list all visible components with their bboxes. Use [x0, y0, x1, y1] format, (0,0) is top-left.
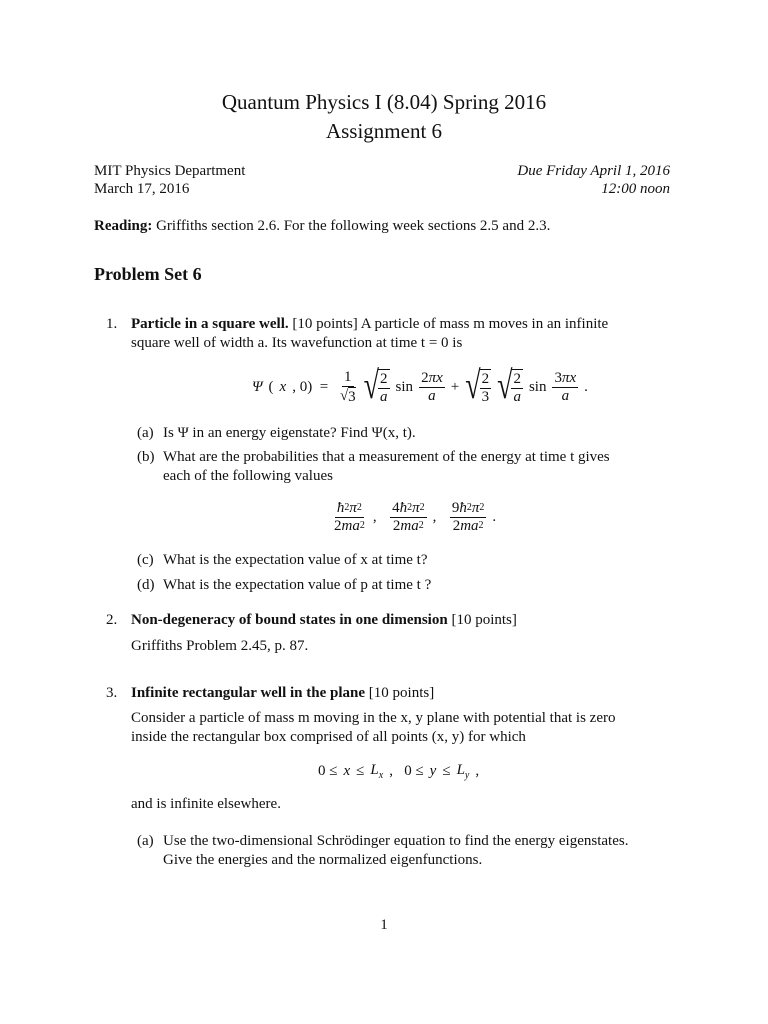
problem-1-header — [131, 315, 676, 334]
problem-1-title: Particle in a square well. — [131, 316, 289, 332]
problem-3-title: Infinite rectangular well in the plane — [131, 685, 366, 701]
part-3a-text2: Give the energies and the normalized eigenfunctions. — [163, 852, 483, 868]
wavefunction-equation: Ψ ( x , 0) = 1 √ 3 √ $\frac{2}{a}$ sin $\frac{2\pi x}{a}$ + √ $\frac{2}{3}$ √ $\frac{2}{a}$ sin $\frac{3\pi x}{a}$ . — [252, 364, 588, 408]
reading-text: Griffiths section 2.6. For the following week sections 2.5 and 2.3. — [156, 218, 551, 234]
box-inequality: 0 ≤ x ≤ $L_x$ , 0 ≤ y ≤ $L_y$ , — [318, 762, 480, 781]
part-1b-text: What are the probabilities that a measurement of the energy at time t gives — [163, 449, 610, 465]
part-1c-text: What is the expectation value of x at time t? — [163, 552, 428, 568]
problem-1-text2: square well of width a. Its wavefunction at time t = 0 is — [131, 335, 463, 351]
problem-2-points: [10 points] — [451, 612, 517, 628]
part-3a-text1: Use the two-dimensional Schrödinger equation to find the energy eigenstates. — [163, 833, 629, 849]
problem-1-text1: A particle of mass m moves in an infinite — [360, 316, 609, 332]
energy-values: $\frac{ħ^2\pi^2}{2ma^2}$ , $\frac{4ħ^2\pi^2}{2ma^2}$ , $\frac{9ħ^2\pi^2}{2ma^2}$ . — [334, 499, 497, 534]
issue-date: March 17, 2016 — [94, 181, 190, 197]
problem-2-text: Griffiths Problem 2.45, p. 87. — [131, 638, 309, 654]
part-1d-label: (d) — [137, 577, 155, 593]
problem-2-header — [131, 611, 517, 630]
part-1c-label: (c) — [137, 552, 154, 568]
part-1d-text: What is the expectation value of p at time t ? — [163, 577, 432, 593]
problem-3-number: 3. — [106, 685, 118, 701]
problem-2-number: 2. — [106, 612, 118, 628]
problem-1-number: 1. — [106, 316, 118, 332]
problem-3-points: [10 points] — [368, 685, 435, 701]
problem-3-text1: Consider a particle of mass m moving in the x, y plane with potential that is zero — [131, 710, 616, 726]
part-1b-text2: each of the following values — [163, 468, 333, 484]
problem-3-text3: and is infinite elsewhere. — [131, 796, 281, 812]
part-1a-text: Is Ψ in an energy eigenstate? Find Ψ(x, t). — [163, 425, 416, 441]
department: MIT Physics Department — [94, 163, 246, 179]
document-title: Quantum Physics I (8.04) Spring 2016 — [221, 90, 547, 114]
reading-line — [94, 218, 550, 235]
problem-3-header — [131, 684, 434, 703]
document-subtitle: Assignment 6 — [325, 119, 443, 143]
due-time: 12:00 noon — [601, 181, 670, 197]
problem-3-text2: inside the rectangular box comprised of all points (x, y) for which — [131, 729, 526, 745]
problem-1-points: [10 points] — [292, 316, 358, 332]
reading-label: Reading: — [94, 218, 153, 234]
problem-2-title: Non-degeneracy of bound states in one dimension — [131, 612, 448, 628]
due-date: Due Friday April 1, 2016 — [517, 163, 670, 179]
part-1b-label: (b) — [137, 449, 155, 465]
section-title: Problem Set 6 — [94, 264, 202, 284]
part-3a-label: (a) — [137, 833, 154, 849]
page-number: 1 — [380, 917, 388, 933]
part-1a-label: (a) — [137, 425, 154, 441]
